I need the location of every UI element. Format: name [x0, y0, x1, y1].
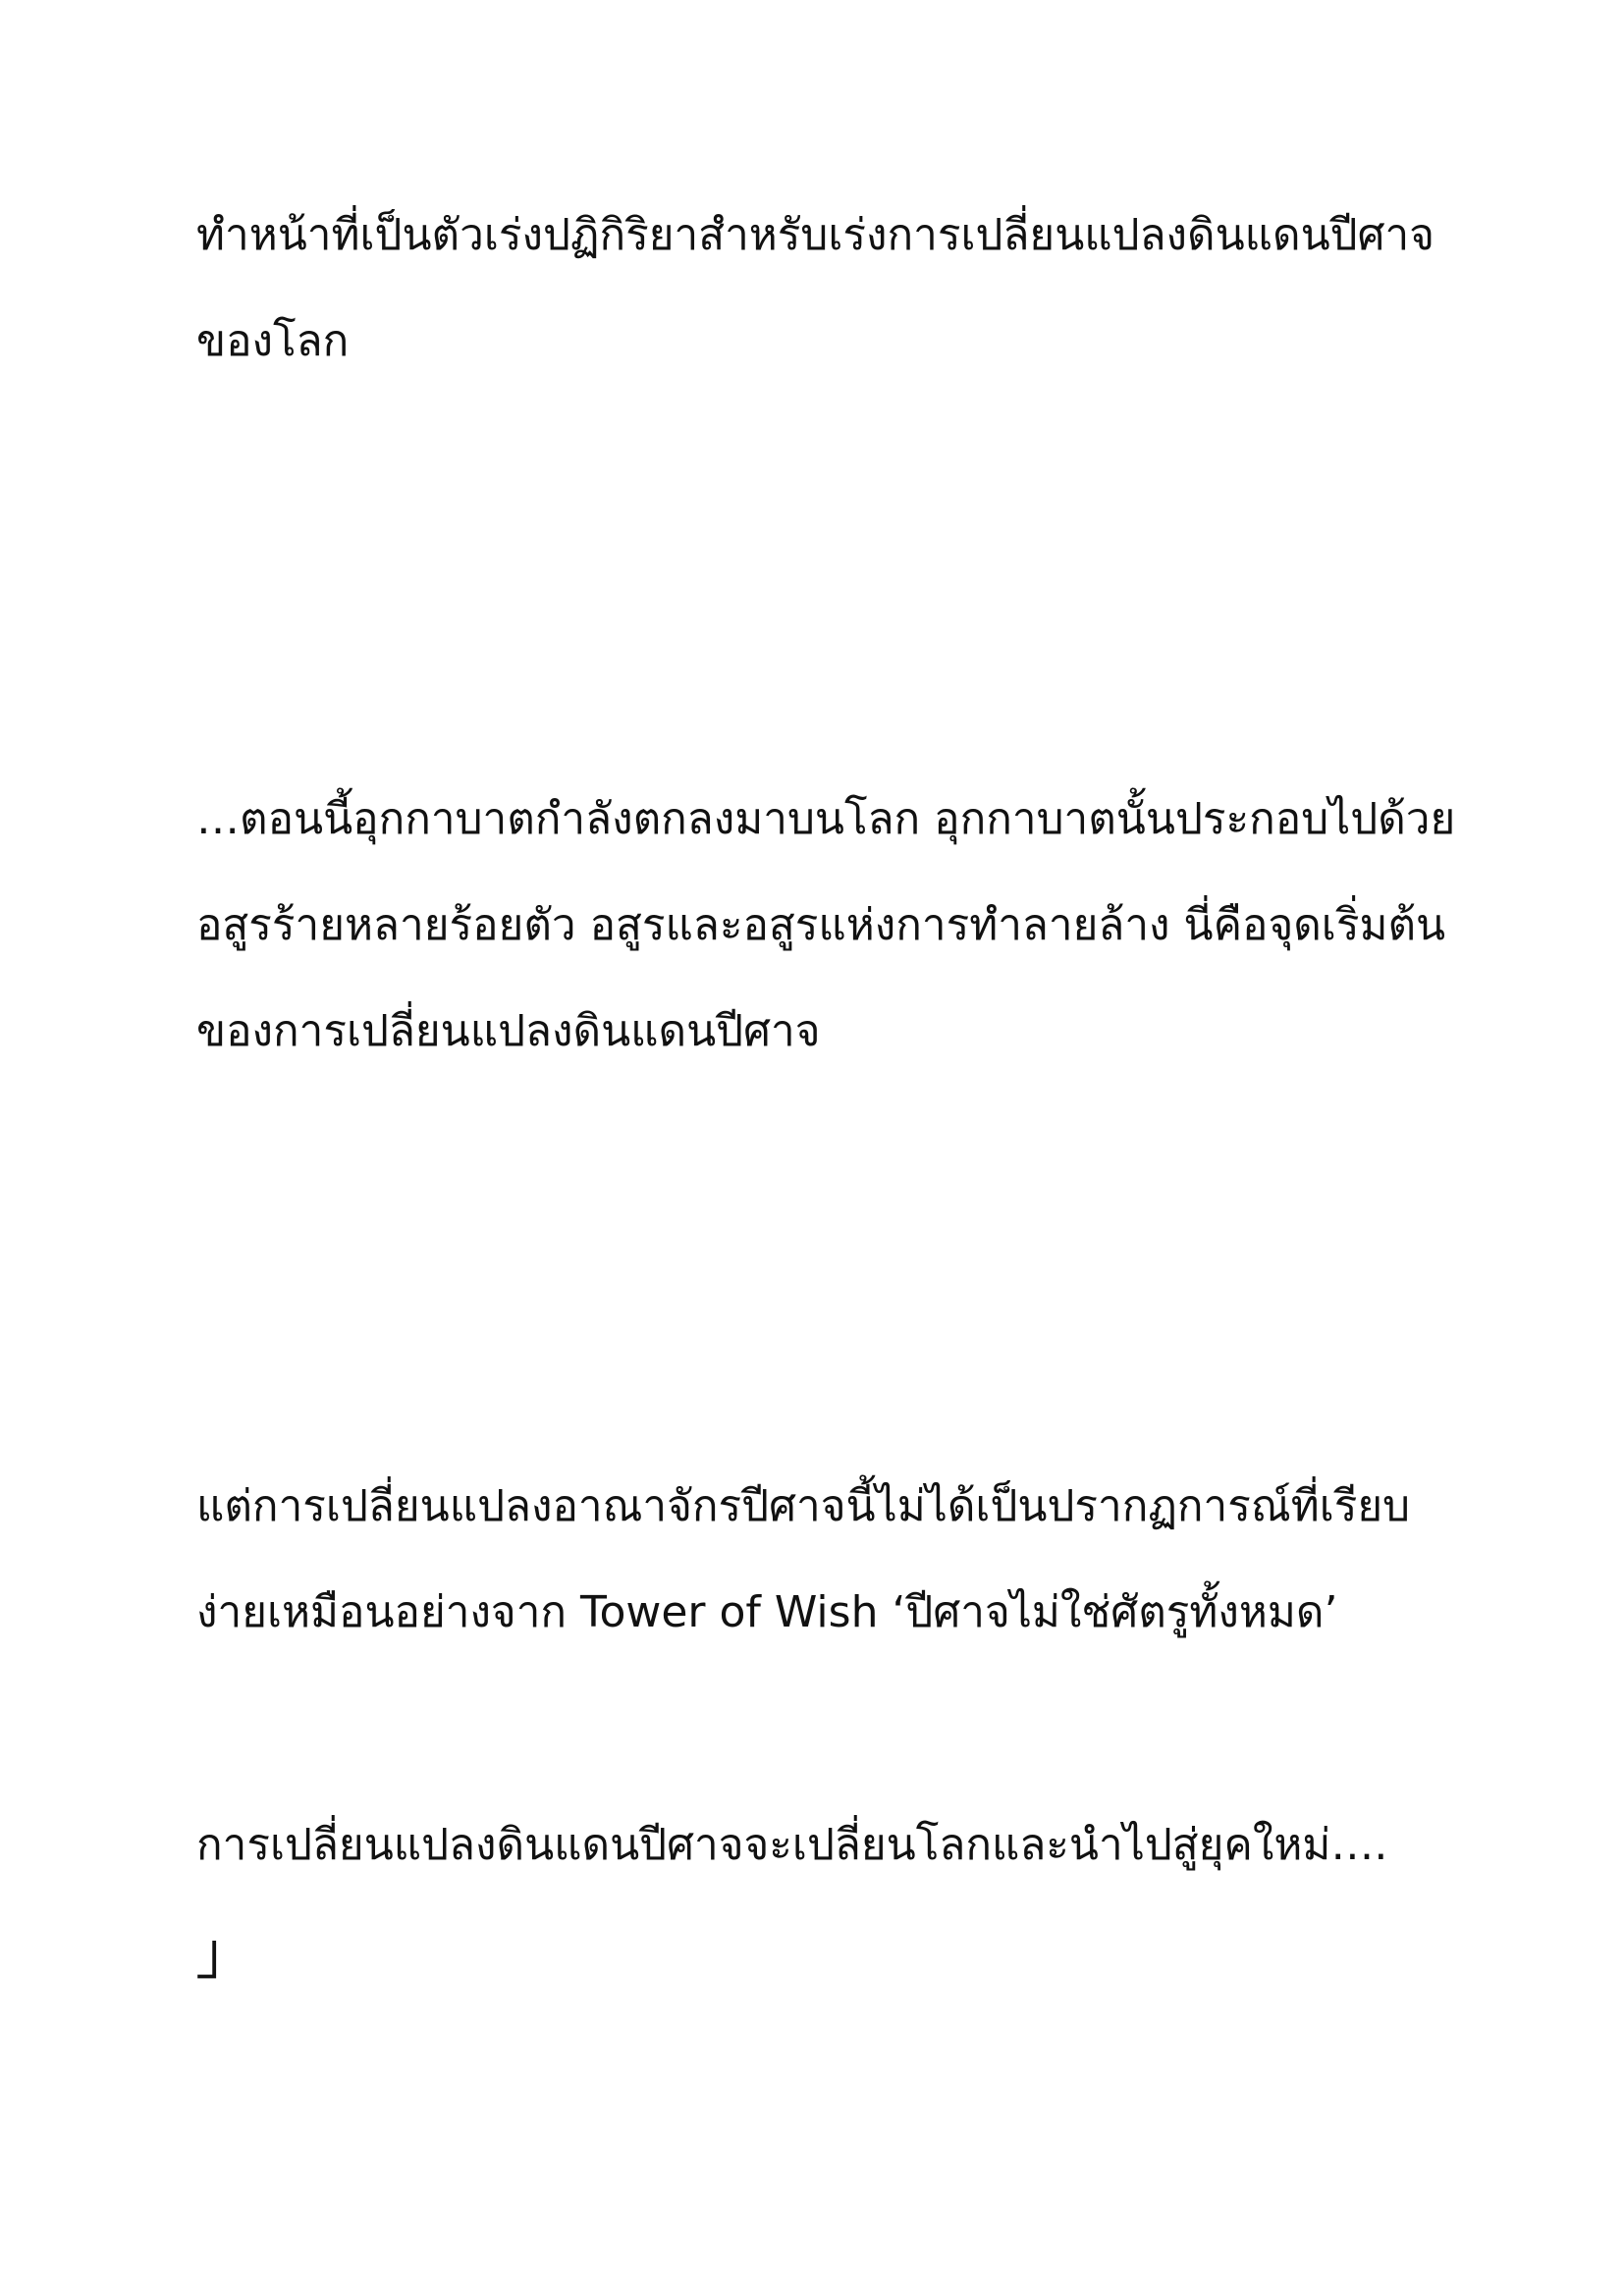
- paragraph-4-line-1: การเปลี่ยนแปลงดินแดนปีศาจจะเปลี่ยนโลกและนำไปสู่ยุคใหม่….: [196, 1820, 1388, 1870]
- paragraph-1-line-1: ทำหน้าที่เป็นตัวเร่งปฏิกิริยาสำหรับเร่งการเปลี่ยนแปลงดินแดนปีศาจ: [196, 210, 1435, 260]
- paragraph-3-line-1: แต่การเปลี่ยนแปลงอาณาจักรปีศาจนี้ไม่ได้เป็นปรากฏการณ์ที่เรียบ: [196, 1481, 1411, 1531]
- closing-quote-bracket: 」: [196, 1923, 251, 1987]
- paragraph-2-line-2: อสูรร้ายหลายร้อยตัว อสูรและอสูรแห่งการทำลายล้าง นี่คือจุดเริ่มต้น: [196, 900, 1446, 950]
- paragraph-2-line-1: …ตอนนี้อุกกาบาตกำลังตกลงมาบนโลก อุกกาบาตนั้นประกอบไปด้วย: [196, 794, 1456, 844]
- paragraph-2-line-3: ของการเปลี่ยนแปลงดินแดนปีศาจ: [196, 1006, 821, 1056]
- paragraph-3-line-2: ง่ายเหมือนอย่างจาก Tower of Wish ‘ปีศาจไม่ใช่ศัตรูทั้งหมด’: [196, 1587, 1338, 1637]
- paragraph-1-line-2: ของโลก: [196, 316, 350, 366]
